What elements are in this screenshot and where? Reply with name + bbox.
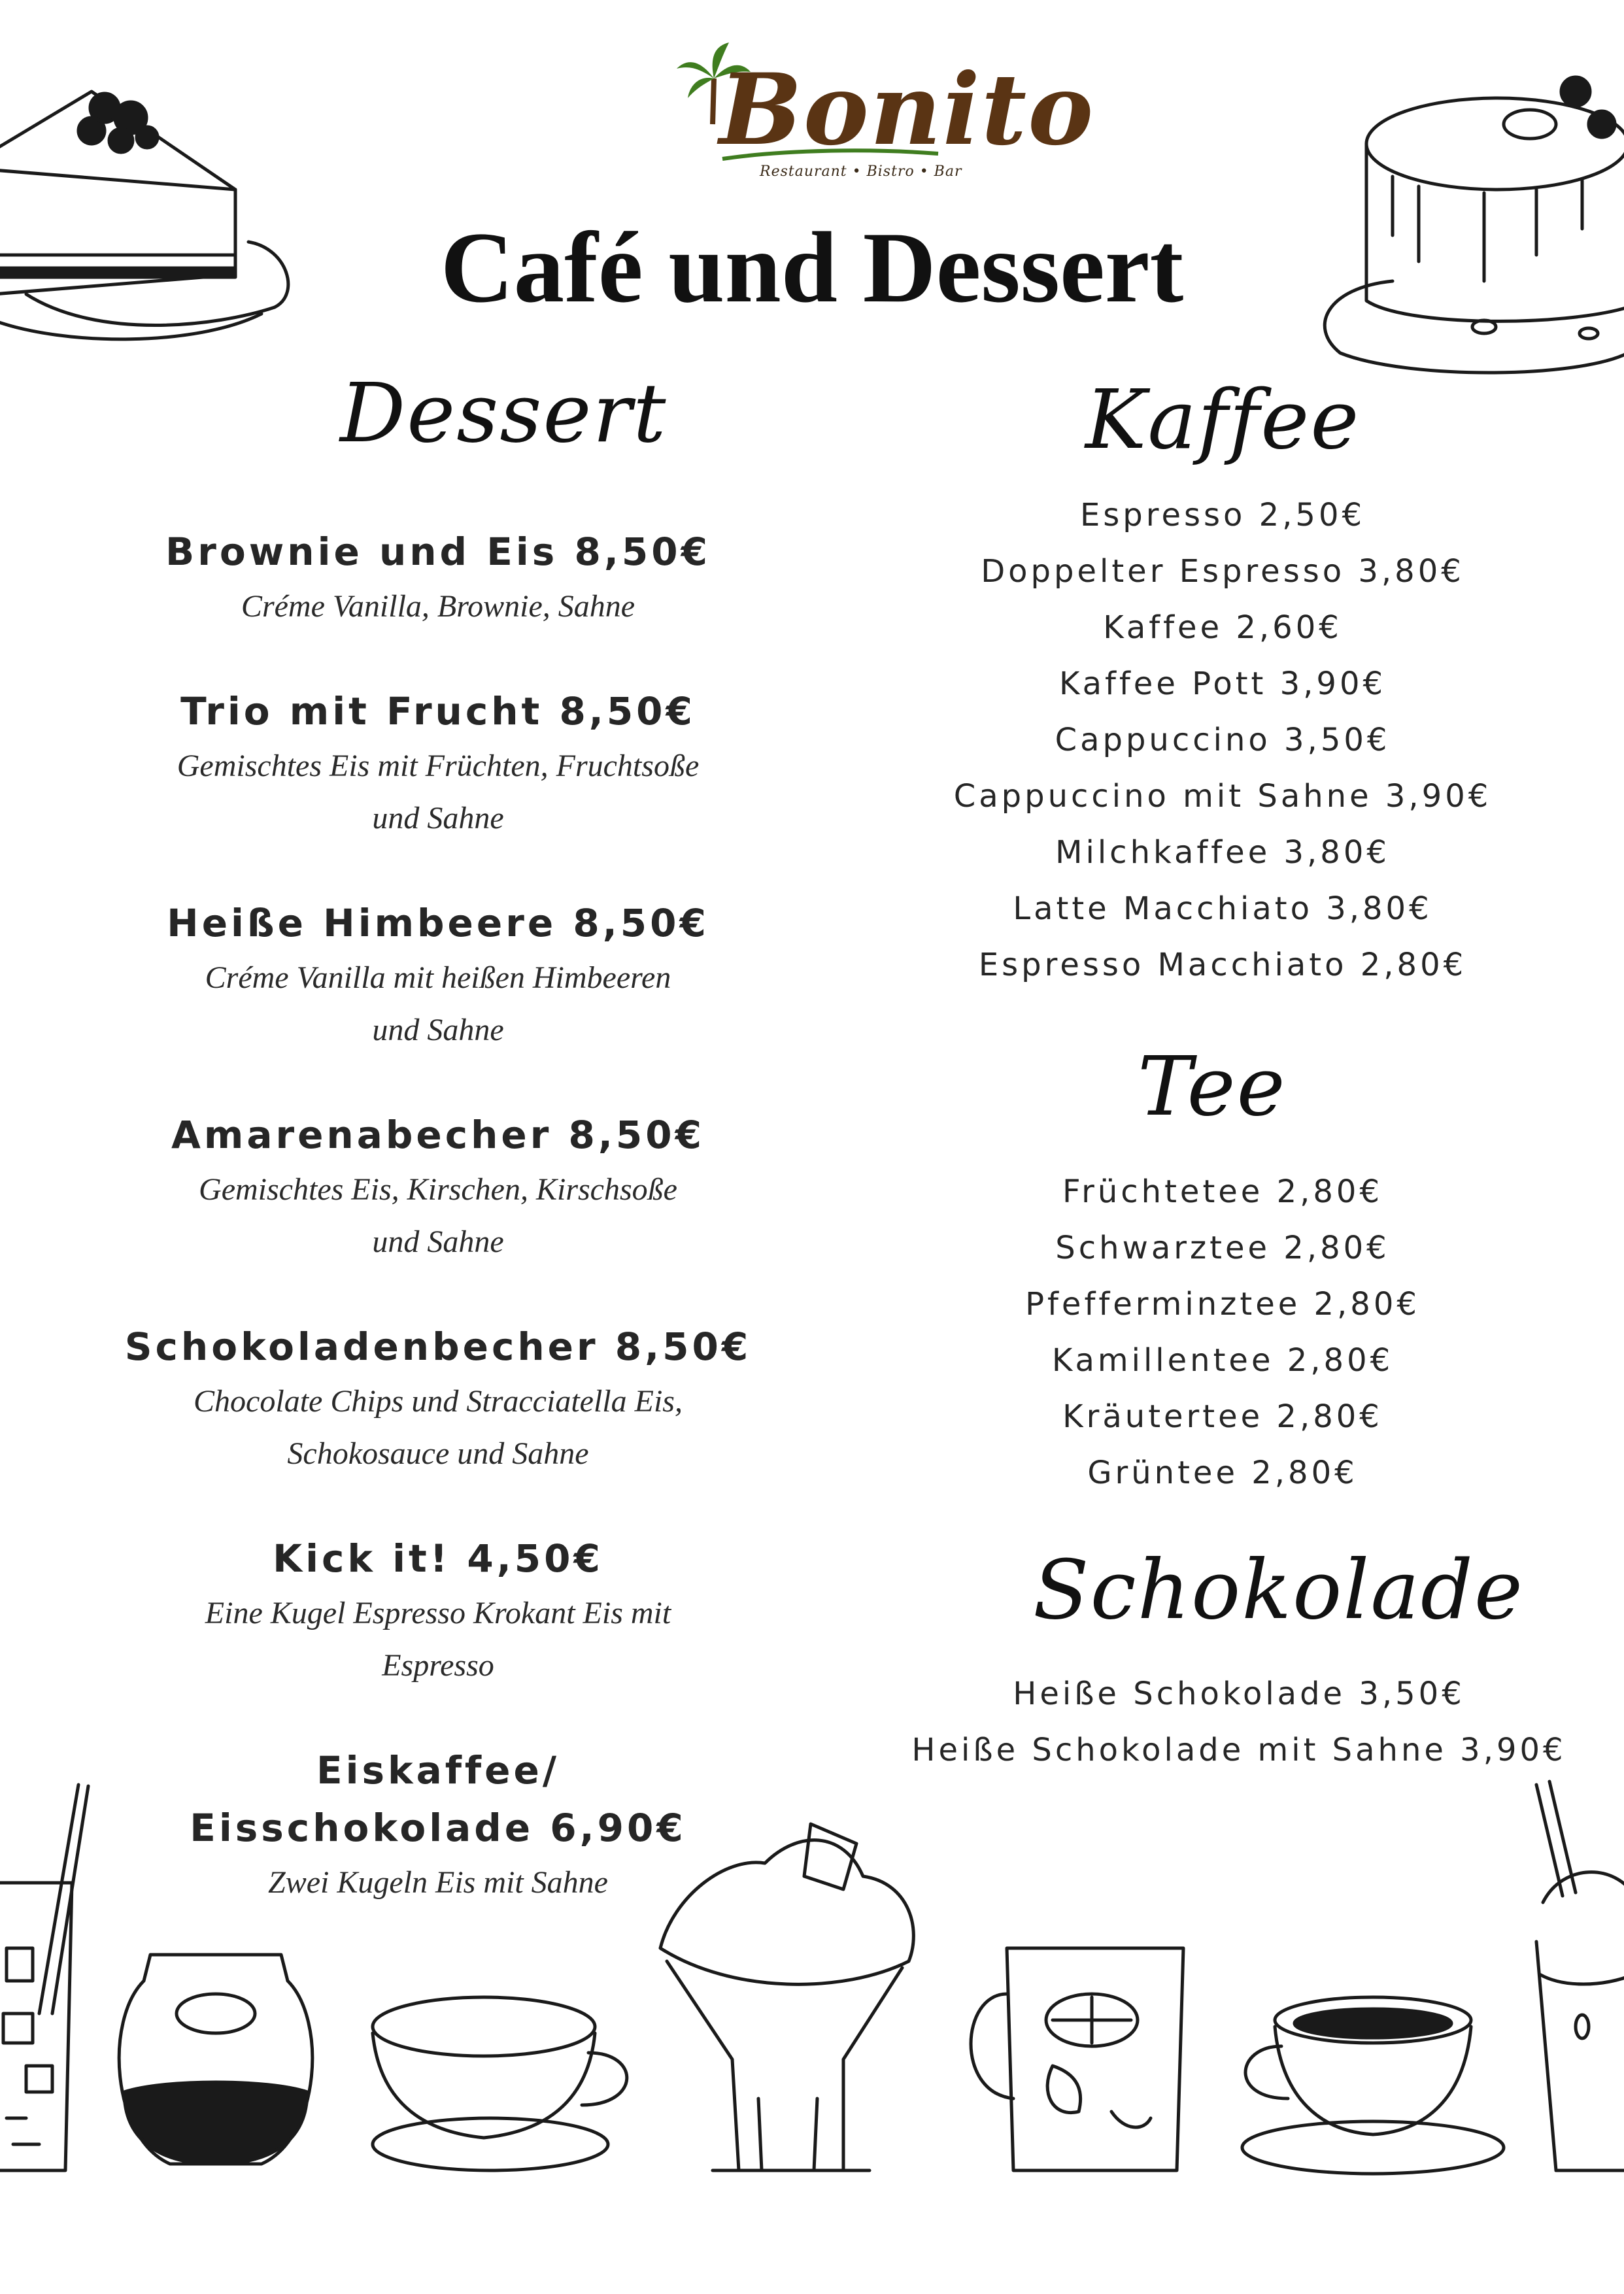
list-item: Espresso Macchiato 2,80€	[978, 947, 1467, 983]
list-item: Latte Macchiato 3,80€	[1013, 890, 1432, 927]
list-item	[124, 1318, 752, 1480]
page-title: Café und Dessert	[440, 211, 1184, 324]
list-item: Milchkaffee 3,80€	[1055, 834, 1390, 871]
dessert-description: und Sahne	[372, 1013, 504, 1047]
dessert-description: und Sahne	[372, 801, 504, 835]
list-item: Cappuccino 3,50€	[1055, 722, 1391, 758]
list-item: Kräutertee 2,80€	[1062, 1398, 1383, 1435]
kaffee-list	[876, 487, 1569, 993]
logo-underline-icon	[719, 147, 941, 163]
dessert-description: Créme Vanilla, Brownie, Sahne	[241, 589, 635, 624]
list-item	[124, 1530, 752, 1692]
list-item	[124, 683, 752, 845]
iced-drink-icon	[0, 1778, 92, 2184]
dessert-name: Heiße Himbeere 8,50€	[167, 901, 709, 945]
list-item: Kaffee Pott 3,90€	[1058, 666, 1387, 702]
cappuccino-cup-icon	[366, 1981, 641, 2177]
section-heading-dessert: Dessert	[340, 366, 668, 461]
dessert-description: Eine Kugel Espresso Krokant Eis mit	[205, 1596, 671, 1630]
list-item: Schwarztee 2,80€	[1055, 1230, 1390, 1266]
list-item: Kamillentee 2,80€	[1051, 1342, 1394, 1379]
sundae-glass-icon	[647, 1817, 935, 2184]
tee-list	[876, 1164, 1569, 1501]
dessert-description: Zwei Kugeln Eis mit Sahne	[268, 1865, 608, 1900]
list-item	[124, 523, 752, 633]
dessert-jar-icon	[111, 1942, 320, 2177]
dessert-description: Schokosauce und Sahne	[287, 1436, 589, 1471]
schokolade-list	[876, 1666, 1602, 1778]
dessert-name: Kick it! 4,50€	[273, 1536, 603, 1581]
list-item: Früchtetee 2,80€	[1062, 1173, 1383, 1210]
section-heading-tee: Tee	[1138, 1039, 1287, 1134]
section-heading-kaffee: Kaffee	[1085, 373, 1361, 467]
milkshake-icon	[1523, 1778, 1624, 2184]
dessert-name: Amarenabecher 8,50€	[171, 1113, 705, 1157]
dessert-list	[124, 523, 752, 1959]
logo-tagline: Restaurant • Bistro • Bar	[760, 163, 962, 180]
list-item	[124, 1106, 752, 1268]
list-item: Pfefferminztee 2,80€	[1025, 1286, 1420, 1323]
dessert-description: Espresso	[382, 1648, 494, 1683]
layer-cake-icon	[1314, 65, 1624, 373]
dessert-name: Eisschokolade 6,90€	[190, 1806, 686, 1850]
cake-slice-icon	[0, 78, 301, 366]
logo-wordmark: Bonito	[719, 52, 1095, 167]
list-item: Kaffee 2,60€	[1103, 609, 1342, 646]
list-item: Doppelter Espresso 3,80€	[981, 553, 1464, 590]
list-item: Espresso 2,50€	[1079, 497, 1366, 533]
dessert-description: Chocolate Chips und Stracciatella Eis,	[194, 1384, 683, 1419]
dessert-name: Eiskaffee/	[316, 1748, 560, 1793]
tea-mug-icon	[948, 1935, 1210, 2184]
dessert-name: Trio mit Frucht 8,50€	[180, 689, 696, 734]
dessert-description: Créme Vanilla mit heißen Himbeeren	[205, 960, 671, 995]
dessert-name: Brownie und Eis 8,50€	[165, 530, 711, 574]
list-item: Grüntee 2,80€	[1087, 1455, 1358, 1491]
list-item: Cappuccino mit Sahne 3,90€	[953, 778, 1492, 815]
list-item: Heiße Schokolade 3,50€	[1013, 1676, 1465, 1712]
dessert-description: Gemischtes Eis mit Früchten, Fruchtsoße	[177, 749, 700, 783]
list-item: Heiße Schokolade mit Sahne 3,90€	[911, 1732, 1566, 1768]
section-heading-schokolade: Schokolade	[1033, 1543, 1524, 1638]
dessert-description: und Sahne	[372, 1224, 504, 1259]
dessert-description: Gemischtes Eis, Kirschen, Kirschsoße	[199, 1172, 677, 1207]
coffee-cup-icon	[1236, 1981, 1510, 2177]
dessert-name: Schokoladenbecher 8,50€	[124, 1324, 752, 1369]
list-item	[124, 894, 752, 1056]
